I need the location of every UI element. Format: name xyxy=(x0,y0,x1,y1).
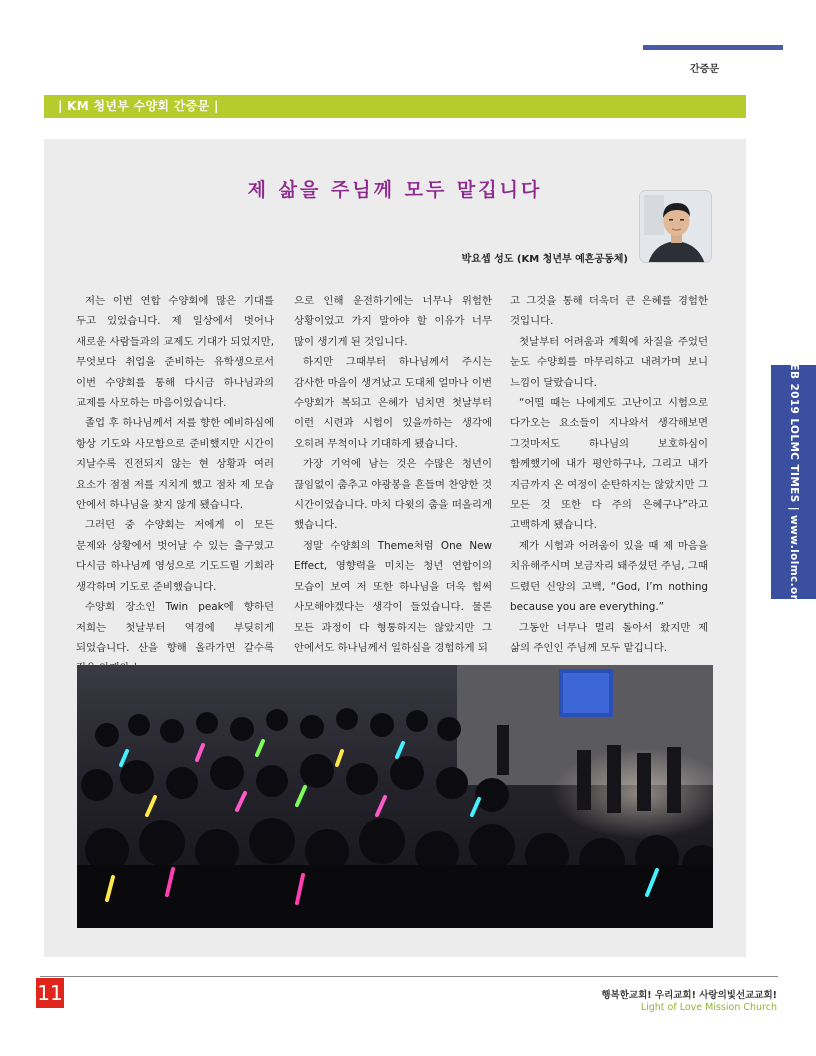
paragraph: 그러던 중 수양회는 저에게 이 모든 문제와 상황에서 벗어날 수 있는 출구였고 다시금 하나님께 영성으로 기도드릴 기회라 생각하며 기도로 준비했습니다. xyxy=(76,519,274,593)
paragraph: 고 그것을 통해 더욱더 큰 은혜를 경험한 것입니다. xyxy=(510,295,708,328)
paragraph: 제가 시험과 어려움이 있을 때 제 마음을 치유해주시며 보금자리 돼주셨던 주님, 그때 드렸던 신앙의 고백, “God, I’m nothing because you are everything.” xyxy=(510,539,708,614)
worship-crowd-image xyxy=(77,665,713,928)
paragraph: “어떨 때는 나에게도 고난이고 시험으로 다가오는 요소들이 지나와서 생각해보면 그것마저도 하나님의 보호하심이 함께했기에 내가 평안하구나, 그리고 내가 지금까지 온 여정이 순탄하지는 않았지만 그 모든 것 또한 다 주의 은혜구나”라고 고백하게 됐습니다. xyxy=(510,397,708,532)
paragraph: 수양회 장소인 Twin peak에 향하던 저희는 첫날부터 역경에 부딪히게 되었습니다. 산을 향해 올라가면 갈수록 xyxy=(76,601,274,654)
category-bar: | KM 청년부 수양회 간증문 | xyxy=(44,95,746,118)
author-byline: 박요셉 성도 (KM 청년부 예흔공동체) xyxy=(461,254,628,265)
author-portrait-image xyxy=(640,191,712,263)
page-number: 11 xyxy=(36,978,64,1008)
article-column-3 xyxy=(510,291,708,658)
side-tab-label: FEB 2019 LOLMC TIMES | www.lolmc.org xyxy=(787,355,800,609)
paragraph: 졸업 후 하나님께서 저를 향한 예비하심에 항상 기도와 사모함으로 준비했지만 시간이 지날수록 진전되지 않는 현 상황과 여러 요소가 점점 저를 지치게 했고 점차 제 모습 안에서 하나님을 찾지 않게 됐습니다. xyxy=(76,417,274,512)
header-accent-rule xyxy=(643,45,783,50)
paragraph: 하지만 그때부터 하나님께서 주시는 감사한 마음이 생겨났고 도대체 얼마나 이번 수양회가 복되고 은혜가 넘치면 첫날부터 이런 시련과 시험이 있을까하는 생각에 오히려 무척이나 기대하게 됐습니다. xyxy=(294,356,492,450)
worship-event-photo xyxy=(77,665,713,928)
church-name: Light of Love Mission Church xyxy=(640,1002,777,1013)
article-column-1 xyxy=(76,291,274,679)
section-label: 간증문 xyxy=(690,64,719,75)
author-photo xyxy=(639,190,712,263)
paragraph: 정말 수양회의 Theme처럼 One New Effect, 영향력을 미치는 청년 연합이의 모습이 보여 저 또한 하나님을 더욱 힘써 사모해야겠다는 생각이 들었습니다. 물론 모든 과정이 다 형통하지는 않았지만 그 안에서도 하나님께서 일하심을 경험하게 되 xyxy=(294,539,492,654)
paragraph: 첫날부터 어려움과 계획에 차질을 주었던 눈도 수양회를 마무리하고 내려가며 보니 느낌이 달랐습니다. xyxy=(510,335,708,389)
church-slogan: 행복한교회! 우리교회! 사랑의빛선교교회! xyxy=(601,990,777,1001)
paragraph: 가장 기억에 남는 것은 수많은 청년이 끊임없이 춤추고 야광봉을 흔들며 찬양한 것 시간이었습니다. 마치 다윗의 춤을 떠올리게 했습니다. xyxy=(294,458,492,532)
footer-rule xyxy=(40,976,778,977)
paragraph: 저는 이번 연합 수양회에 많은 기대를 두고 있었습니다. 제 일상에서 벗어나 새로운 사람들과의 교제도 기대가 되었지만, 무엇보다 취업을 준비하는 유학생으로서 이번 수양회를 통해 다시금 하나님과의 교제를 사모하는 마음이었습니다. xyxy=(76,295,274,410)
article-column-2 xyxy=(294,291,492,658)
paragraph: 그동안 너무나 멀리 돌아서 왔지만 제 삶의 주인인 주님께 모두 맡깁니다. xyxy=(510,621,708,654)
paragraph: 으로 인해 운전하기에는 너무나 위험한 상황이었고 가지 말아야 할 이유가 너무 많이 생기게 된 것입니다. xyxy=(294,295,492,348)
article-title: 제 삶을 주님께 모두 맡깁니다 xyxy=(247,179,543,201)
magazine-side-tab xyxy=(771,355,816,609)
